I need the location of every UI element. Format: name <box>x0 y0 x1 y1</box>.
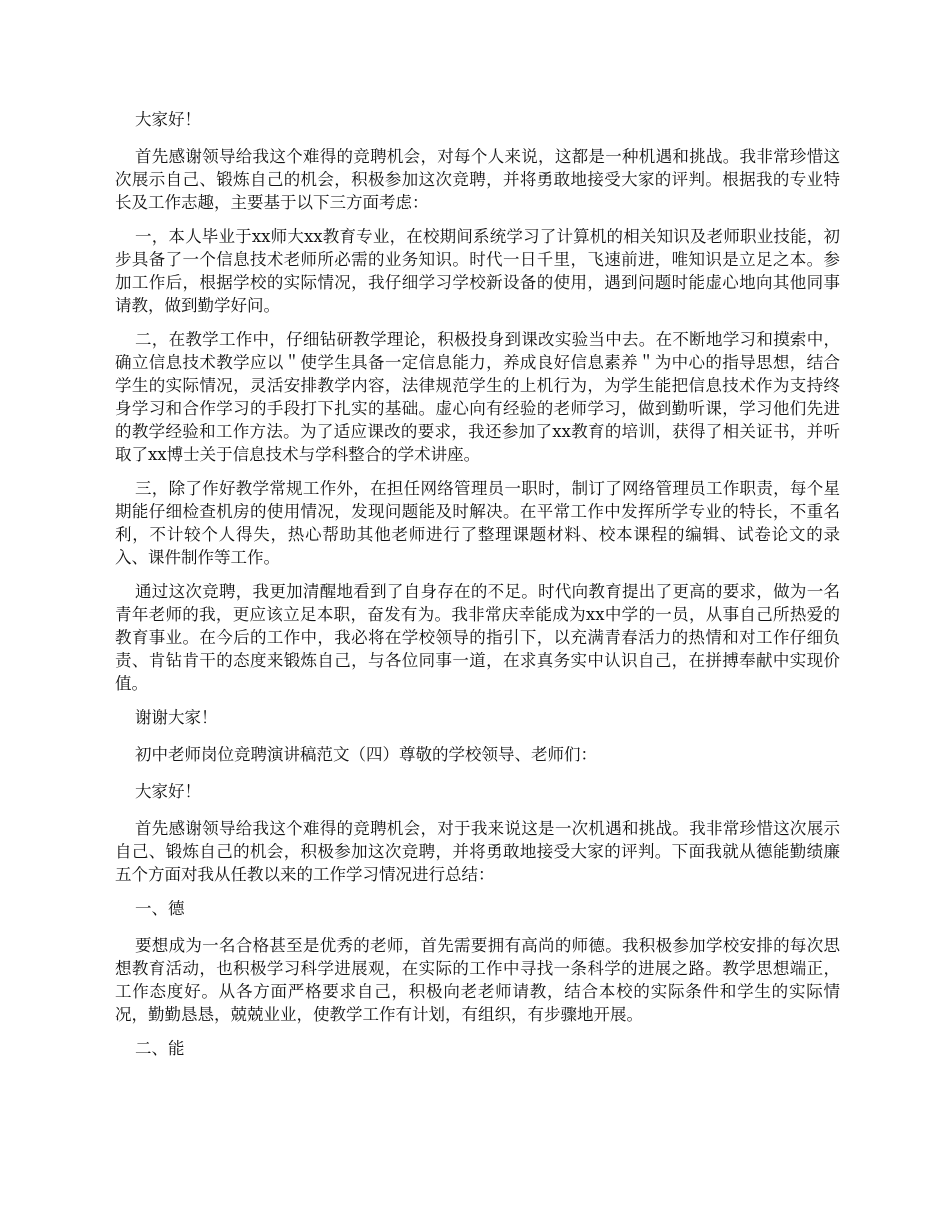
paragraph-conclusion: 通过这次竞聘，我更加清醒地看到了自身存在的不足。时代向教育提出了更高的要求，做为一名青年老师的我，更应该立足本职，奋发有为。我非常庆幸能成为xx中学的一员，从事自己所热爱的教育事业。在今后的工作中，我必将在学校领导的指引下，以充满青春活力的热情和对工作仔细负责、肯钻肯干的态度来锻炼自己，与各位同事一道，在求真务实中认识自己，在拼搏奉献中实现价值。 <box>115 582 840 693</box>
paragraph-greeting-2: 大家好！ <box>135 782 201 801</box>
heading-virtue: 一、德 <box>135 899 185 918</box>
paragraph-intro-2: 首先感谢领导给我这个难得的竞聘机会，对于我来说这是一次机遇和挑战。我非常珍惜这次展示自己、锻炼自己的机会，积极参加这次竞聘，并将勇敢地接受大家的评判。下面我就从德能勤绩廉五个方面对我从任教以来的工作学习情况进行总结： <box>115 819 840 884</box>
paragraph-intro: 首先感谢领导给我这个难得的竞聘机会，对每个人来说，这都是一种机遇和挑战。我非常珍惜这次展示自己、锻炼自己的机会，积极参加这次竞聘，并将勇敢地接受大家的评判。根据我的专业特长及工作志趣，主要基于以下三方面考虑： <box>115 147 840 212</box>
paragraph-thanks: 谢谢大家！ <box>135 708 218 727</box>
paragraph-virtue: 要想成为一名合格甚至是优秀的老师，首先需要拥有高尚的师德。我积极参加学校安排的每次思想教育活动，也积极学习科学进展观，在实际的工作中寻找一条科学的进展之路。教学思想端正，工作态度好。从各方面严格要求自己，积极向老老师请教，结合本校的实际条件和学生的实际情况，勤勤恳恳，兢兢业业，使教学工作有计划，有组织，有步骤地开展。 <box>115 936 840 1024</box>
paragraph-section-title: 初中老师岗位竞聘演讲稿范文（四）尊敬的学校领导、老师们： <box>135 745 597 764</box>
document-body <box>115 108 840 1074</box>
paragraph-greeting: 大家好！ <box>135 110 201 129</box>
paragraph-point-three: 三，除了作好教学常规工作外，在担任网络管理员一职时，制订了网络管理员工作职责，每个星期能仔细检查机房的使用情况，发现问题能及时解决。在平常工作中发挥所学专业的特长，不重名利，不计较个人得失，热心帮助其他老师进行了整理课题材料、校本课程的编辑、试卷论文的录入、课件制作等工作。 <box>115 479 840 567</box>
paragraph-point-two: 二，在教学工作中，仔细钻研教学理论，积极投身到课改实验当中去。在不断地学习和摸索中，确立信息技术教学应以＂使学生具备一定信息能力，养成良好信息素养＂为中心的指导思想，结合学生的实际情况，灵活安排教学内容，法律规范学生的上机行为，为学生能把信息技术作为支持终身学习和合作学习的手段打下扎实的基础。虚心向有经验的老师学习，做到勤听课，学习他们先进的教学经验和工作方法。为了适应课改的要求，我还参加了xx教育的培训，获得了相关证书，并听取了xx博士关于信息技术与学科整合的学术讲座。 <box>115 330 840 464</box>
heading-ability: 二、能 <box>135 1039 185 1058</box>
paragraph-point-one: 一，本人毕业于xx师大xx教育专业，在校期间系统学习了计算机的相关知识及老师职业技能，初步具备了一个信息技术老师所必需的业务知识。时代一日千里，飞速前进，唯知识是立足之本。参加工作后，根据学校的实际情况，我仔细学习学校新设备的使用，遇到问题时能虚心地向其他同事请教，做到勤学好问。 <box>115 227 840 315</box>
